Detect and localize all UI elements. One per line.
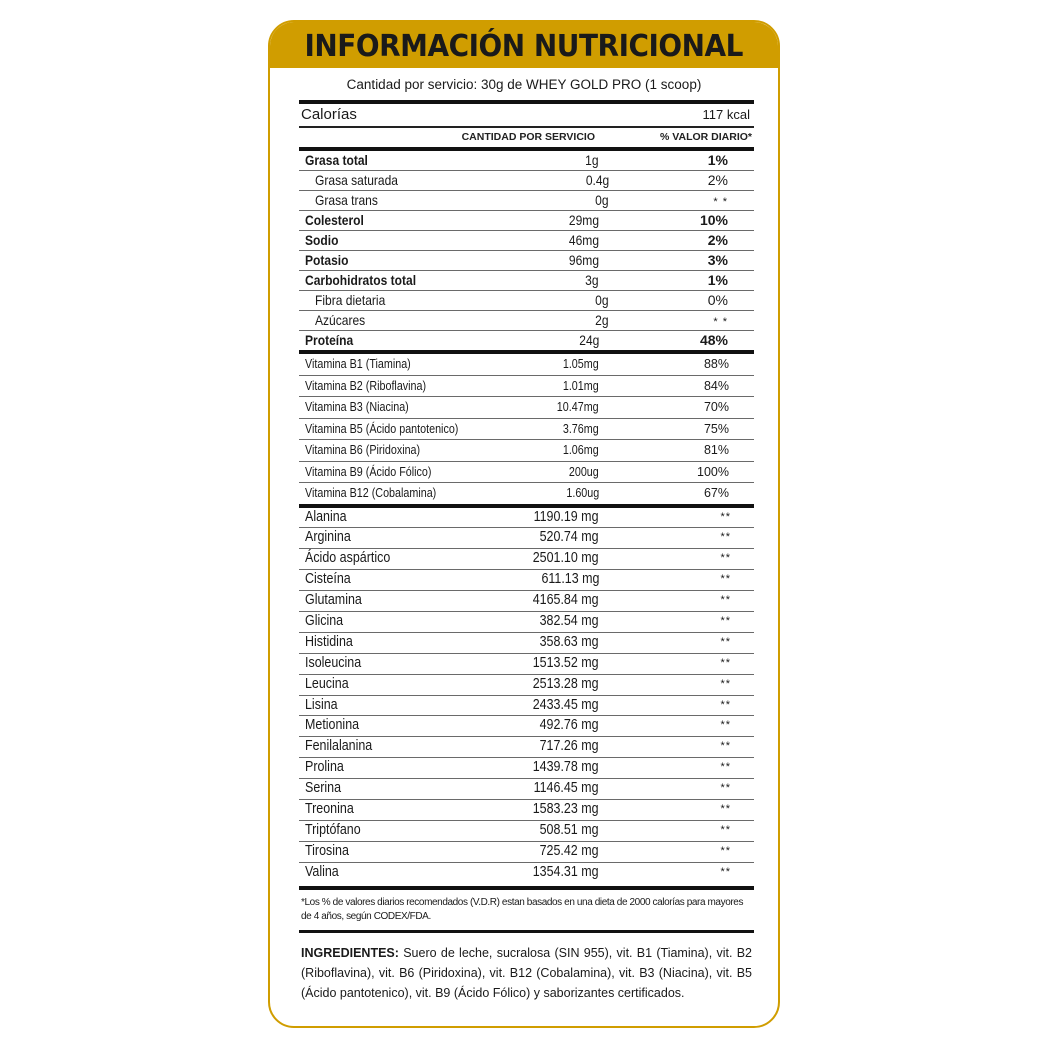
nutrient-amount: 1354.31 mg (533, 863, 599, 880)
table-row (299, 863, 754, 883)
calories-row (299, 104, 754, 126)
nutrient-daily-value: 70% (703, 400, 729, 414)
nutrient-daily-value: ** (720, 865, 731, 878)
ingredients-label: INGREDIENTES: (301, 945, 399, 960)
nutrient-amount: 717.26 mg (540, 738, 599, 755)
nutrient-name: Tirosina (305, 842, 349, 859)
table-row (299, 842, 754, 863)
nutrient-daily-value: ** (720, 552, 731, 565)
ingredients-text: Suero de leche, sucralosa (SIN 955), vit. B1 (Tiamina), vit. B2 (Riboflavina), vit. B6 (Piridoxina), vit. B12 (Cobalamina), vit. B3 (Niacina), vit. B5 (Ácido pantotenico), vit. B9 (Ácido Fólico) y saborizantes certificados. (301, 945, 752, 1000)
nutrient-daily-value: 67% (703, 486, 729, 500)
nutrient-amount: 0.4g (585, 172, 609, 188)
nutrient-name: Vitamina B6 (Piridoxina) (305, 443, 421, 457)
nutrition-table (299, 100, 754, 1003)
nutrient-daily-value: ** (720, 782, 731, 795)
nutrient-amount: 1583.23 mg (533, 800, 599, 817)
nutrient-daily-value: 88% (703, 357, 729, 371)
nutrient-daily-value: 100% (697, 464, 729, 479)
nutrient-daily-value: ** (720, 531, 731, 544)
nutrient-name: Vitamina B1 (Tiamina) (305, 357, 411, 371)
table-row (299, 654, 754, 675)
calories-value: 117 kcal (702, 107, 750, 122)
nutrient-name: Treonina (305, 800, 354, 817)
table-row (299, 779, 754, 800)
nutrient-daily-value: * * (713, 196, 728, 208)
table-row (299, 231, 754, 251)
nutrient-daily-value: ** (720, 719, 731, 732)
nutrient-daily-value: * * (713, 316, 728, 328)
nutrient-name: Carbohidratos total (305, 272, 417, 288)
label-title: INFORMACIÓN NUTRICIONAL (304, 28, 744, 64)
nutrient-daily-value: ** (720, 656, 731, 669)
nutrient-name: Vitamina B9 (Ácido Fólico) (305, 464, 432, 479)
nutrient-daily-value: ** (720, 635, 731, 648)
nutrient-daily-value: 10% (699, 212, 728, 228)
table-row (299, 311, 754, 331)
serving-size: Cantidad por servicio: 30g de WHEY GOLD PRO (1 scoop) (346, 77, 702, 92)
table-row (299, 696, 754, 717)
nutrient-amount: 508.51 mg (540, 821, 599, 838)
macros-section (299, 151, 754, 350)
table-row (299, 171, 754, 191)
table-row (299, 716, 754, 737)
nutrient-name: Prolina (305, 759, 344, 776)
nutrient-amount: 492.76 mg (540, 717, 599, 734)
nutrient-name: Grasa total (305, 152, 368, 168)
table-row (299, 549, 754, 570)
nutrient-daily-value: 81% (703, 443, 729, 457)
nutrient-daily-value: 1% (707, 272, 728, 288)
nutrient-amount: 1146.45 mg (534, 780, 599, 797)
nutrient-amount: 0g (595, 292, 609, 308)
nutrient-daily-value: ** (720, 802, 731, 815)
vitamins-section (299, 354, 754, 504)
nutrient-daily-value: 2% (707, 232, 728, 248)
nutrient-name: Triptófano (305, 821, 361, 838)
table-row (299, 462, 754, 484)
table-row (299, 737, 754, 758)
table-row (299, 528, 754, 549)
table-row (299, 800, 754, 821)
amount-column-header: CANTIDAD POR SERVICIO (461, 131, 595, 143)
calories-label: Calorías (301, 106, 357, 123)
nutrient-name: Colesterol (305, 212, 364, 228)
table-row (299, 211, 754, 231)
table-row (299, 397, 754, 419)
column-header-row (299, 128, 754, 147)
nutrient-name: Ácido aspártico (305, 550, 391, 567)
table-row (299, 591, 754, 612)
nutrient-name: Alanina (305, 508, 347, 525)
nutrient-amount: 1.60ug (566, 486, 599, 500)
nutrient-daily-value: 3% (707, 252, 728, 268)
nutrient-amount: 2513.28 mg (533, 675, 599, 692)
nutrient-amount: 1439.78 mg (533, 759, 599, 776)
nutrient-daily-value: ** (720, 740, 731, 753)
table-row (299, 291, 754, 311)
nutrient-daily-value: ** (720, 573, 731, 586)
nutrient-name: Azúcares (315, 312, 366, 328)
table-row (299, 354, 754, 376)
table-row (299, 758, 754, 779)
nutrient-amount: 2501.10 mg (533, 550, 599, 567)
table-row (299, 191, 754, 211)
nutrient-name: Isoleucina (305, 654, 362, 671)
table-row (299, 675, 754, 696)
nutrient-name: Grasa saturada (315, 172, 398, 188)
table-row (299, 271, 754, 291)
table-row (299, 151, 754, 171)
nutrient-daily-value: 75% (703, 421, 729, 436)
nutrient-daily-value: ** (720, 761, 731, 774)
nutrient-name: Fibra dietaria (315, 292, 386, 308)
nutrient-daily-value: ** (720, 510, 731, 523)
nutrient-daily-value: ** (720, 677, 731, 690)
header-band (270, 22, 778, 68)
nutrient-amount: 382.54 mg (540, 612, 599, 629)
nutrient-daily-value: 1% (707, 152, 728, 168)
nutrient-amount: 358.63 mg (540, 633, 599, 650)
nutrient-daily-value: ** (720, 698, 731, 711)
table-row (299, 251, 754, 271)
nutrient-daily-value: 84% (703, 378, 729, 393)
nutrient-name: Arginina (305, 529, 351, 546)
table-row (299, 570, 754, 591)
nutrient-name: Sodio (305, 232, 339, 248)
nutrient-name: Vitamina B12 (Cobalamina) (305, 486, 437, 500)
table-row (299, 331, 754, 350)
ingredients-block (299, 933, 754, 1003)
nutrient-name: Leucina (305, 675, 349, 692)
nutrient-name: Valina (305, 863, 339, 880)
nutrient-amount: 1513.52 mg (533, 654, 599, 671)
nutrient-amount: 29mg (568, 212, 599, 228)
nutrient-daily-value: ** (720, 823, 731, 836)
nutrient-name: Proteína (305, 332, 354, 348)
nutrient-amount: 2433.45 mg (533, 696, 599, 713)
nutrient-name: Cisteína (305, 571, 351, 588)
nutrient-daily-value: ** (720, 594, 731, 607)
nutrient-daily-value: 0% (707, 292, 728, 308)
table-row (299, 821, 754, 842)
nutrient-amount: 0g (595, 192, 609, 208)
nutrient-name: Vitamina B3 (Niacina) (305, 400, 409, 414)
nutrient-amount: 1.01mg (563, 378, 599, 393)
amino-acids-section (299, 508, 754, 883)
nutrient-daily-value: ** (720, 844, 731, 857)
nutrient-amount: 3g (585, 272, 599, 288)
nutrient-name: Vitamina B5 (Ácido pantotenico) (305, 421, 459, 436)
nutrient-amount: 46mg (568, 232, 599, 248)
nutrient-name: Vitamina B2 (Riboflavina) (305, 378, 427, 393)
nutrient-daily-value: ** (720, 614, 731, 627)
table-row (299, 633, 754, 654)
nutrient-name: Grasa trans (315, 192, 378, 208)
table-row (299, 508, 754, 529)
nutrient-amount: 96mg (568, 252, 599, 268)
nutrient-amount: 10.47mg (557, 400, 599, 414)
nutrient-daily-value: 48% (699, 332, 728, 348)
nutrient-amount: 1g (585, 152, 599, 168)
nutrient-amount: 1190.19 mg (534, 508, 599, 525)
nutrient-amount: 24g (578, 332, 599, 348)
nutrient-name: Fenilalanina (305, 738, 373, 755)
table-row (299, 376, 754, 398)
table-row (299, 483, 754, 504)
nutrition-label (268, 20, 780, 1028)
nutrient-name: Metionina (305, 717, 360, 734)
nutrient-amount: 200ug (569, 464, 599, 479)
nutrient-name: Potasio (305, 252, 349, 268)
nutrient-name: Glicina (305, 612, 344, 629)
nutrient-amount: 4165.84 mg (533, 592, 599, 609)
nutrient-amount: 725.42 mg (540, 842, 599, 859)
nutrient-amount: 611.13 mg (540, 571, 599, 588)
nutrient-name: Serina (305, 780, 342, 797)
nutrient-name: Lisina (305, 696, 338, 713)
table-row (299, 612, 754, 633)
footnote: *Los % de valores diarios recomendados (V.D.R) estan basados en una dieta de 2000 calorías para mayores de 4 años, según CODEX/FDA. (301, 896, 744, 922)
nutrient-name: Histidina (305, 633, 353, 650)
nutrient-amount: 1.05mg (563, 357, 599, 371)
nutrient-amount: 1.06mg (563, 443, 599, 457)
nutrient-amount: 520.74 mg (540, 529, 599, 546)
nutrient-name: Glutamina (305, 592, 362, 609)
nutrient-amount: 2g (595, 312, 609, 328)
nutrient-daily-value: 2% (707, 172, 728, 188)
table-row (299, 440, 754, 462)
nutrient-amount: 3.76mg (563, 421, 599, 436)
table-row (299, 419, 754, 441)
daily-value-column-header: % VALOR DIARIO* (660, 131, 752, 143)
